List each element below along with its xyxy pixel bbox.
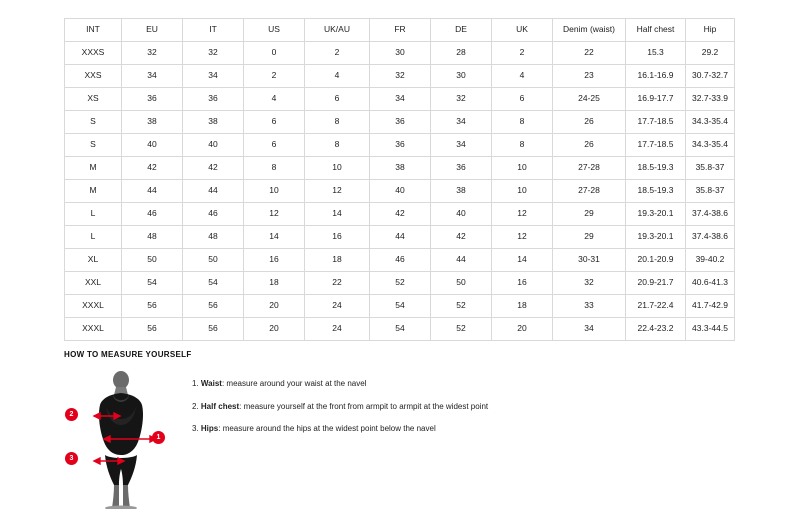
cell-uk-au: 2 <box>305 42 370 65</box>
cell-de: 44 <box>431 249 492 272</box>
cell-half-chest: 17.7-18.5 <box>626 134 686 157</box>
cell-fr: 40 <box>370 180 431 203</box>
cell-de: 40 <box>431 203 492 226</box>
cell-half-chest: 16.1-16.9 <box>626 65 686 88</box>
cell-eu: 56 <box>122 318 183 341</box>
badge-waist: 1 <box>152 431 165 444</box>
measurement-notes <box>192 369 488 447</box>
cell-eu: 38 <box>122 111 183 134</box>
note-number: 3. <box>192 424 199 434</box>
cell-de: 36 <box>431 157 492 180</box>
table-row <box>65 88 735 111</box>
cell-de: 32 <box>431 88 492 111</box>
cell-de: 34 <box>431 111 492 134</box>
cell-us: 16 <box>244 249 305 272</box>
cell-uk: 12 <box>492 226 553 249</box>
table-row <box>65 203 735 226</box>
cell-it: 48 <box>183 226 244 249</box>
note-waist <box>192 379 488 389</box>
cell-hip: 37.4-38.6 <box>686 226 735 249</box>
column-header-uk: UK <box>492 19 553 42</box>
cell-de: 38 <box>431 180 492 203</box>
cell-uk: 2 <box>492 42 553 65</box>
cell-de: 42 <box>431 226 492 249</box>
cell-denim-waist: 23 <box>553 65 626 88</box>
cell-uk-au: 14 <box>305 203 370 226</box>
column-header-denim-waist: Denim (waist) <box>553 19 626 42</box>
cell-eu: 54 <box>122 272 183 295</box>
cell-us: 20 <box>244 318 305 341</box>
note-number: 2. <box>192 401 199 411</box>
badge-half-chest: 2 <box>65 408 78 421</box>
cell-uk-au: 12 <box>305 180 370 203</box>
cell-us: 8 <box>244 157 305 180</box>
cell-uk-au: 16 <box>305 226 370 249</box>
note-number: 1. <box>192 379 199 388</box>
cell-int: XXL <box>65 272 122 295</box>
cell-denim-waist: 30-31 <box>553 249 626 272</box>
cell-uk-au: 18 <box>305 249 370 272</box>
cell-de: 28 <box>431 42 492 65</box>
table-row <box>65 249 735 272</box>
cell-it: 42 <box>183 157 244 180</box>
cell-eu: 46 <box>122 203 183 226</box>
cell-denim-waist: 29 <box>553 226 626 249</box>
note-text: : measure around your waist at the navel <box>221 379 367 388</box>
cell-half-chest: 19.3-20.1 <box>626 226 686 249</box>
note-text: : measure yourself at the front from armpit to armpit at the widest point <box>239 401 489 411</box>
column-header-hip: Hip <box>686 19 735 42</box>
cell-hip: 29.2 <box>686 42 735 65</box>
cell-us: 0 <box>244 42 305 65</box>
cell-uk: 10 <box>492 157 553 180</box>
cell-uk: 12 <box>492 203 553 226</box>
cell-uk-au: 24 <box>305 295 370 318</box>
cell-it: 38 <box>183 111 244 134</box>
cell-denim-waist: 34 <box>553 318 626 341</box>
measurement-figure <box>64 369 184 509</box>
cell-fr: 54 <box>370 318 431 341</box>
cell-fr: 32 <box>370 65 431 88</box>
cell-uk: 14 <box>492 249 553 272</box>
cell-it: 46 <box>183 203 244 226</box>
cell-uk-au: 8 <box>305 111 370 134</box>
table-row <box>65 65 735 88</box>
cell-hip: 37.4-38.6 <box>686 203 735 226</box>
cell-int: L <box>65 226 122 249</box>
cell-denim-waist: 22 <box>553 42 626 65</box>
cell-denim-waist: 29 <box>553 203 626 226</box>
cell-de: 30 <box>431 65 492 88</box>
cell-it: 40 <box>183 134 244 157</box>
cell-it: 44 <box>183 180 244 203</box>
cell-int: M <box>65 180 122 203</box>
cell-uk-au: 8 <box>305 134 370 157</box>
cell-half-chest: 15.3 <box>626 42 686 65</box>
cell-hip: 30.7-32.7 <box>686 65 735 88</box>
cell-denim-waist: 24-25 <box>553 88 626 111</box>
cell-us: 4 <box>244 88 305 111</box>
table-row <box>65 272 735 295</box>
column-header-it: IT <box>183 19 244 42</box>
cell-us: 14 <box>244 226 305 249</box>
cell-eu: 42 <box>122 157 183 180</box>
cell-us: 12 <box>244 203 305 226</box>
cell-hip: 40.6-41.3 <box>686 272 735 295</box>
note-text: : measure around the hips at the widest point below the navel <box>218 424 436 434</box>
cell-eu: 56 <box>122 295 183 318</box>
cell-it: 34 <box>183 65 244 88</box>
cell-half-chest: 20.1-20.9 <box>626 249 686 272</box>
cell-half-chest: 22.4-23.2 <box>626 318 686 341</box>
table-row <box>65 318 735 341</box>
how-to-measure-title: HOW TO MEASURE YOURSELF <box>64 350 192 359</box>
cell-it: 50 <box>183 249 244 272</box>
mannequin-illustration <box>86 371 156 509</box>
column-header-eu: EU <box>122 19 183 42</box>
cell-denim-waist: 27-28 <box>553 157 626 180</box>
cell-uk: 20 <box>492 318 553 341</box>
cell-us: 20 <box>244 295 305 318</box>
cell-half-chest: 16.9-17.7 <box>626 88 686 111</box>
cell-int: S <box>65 111 122 134</box>
column-header-fr: FR <box>370 19 431 42</box>
column-header-int: INT <box>65 19 122 42</box>
cell-eu: 34 <box>122 65 183 88</box>
cell-denim-waist: 27-28 <box>553 180 626 203</box>
cell-denim-waist: 33 <box>553 295 626 318</box>
cell-it: 56 <box>183 318 244 341</box>
cell-denim-waist: 32 <box>553 272 626 295</box>
cell-eu: 48 <box>122 226 183 249</box>
table-row <box>65 111 735 134</box>
cell-int: M <box>65 157 122 180</box>
column-header-us: US <box>244 19 305 42</box>
column-header-de: DE <box>431 19 492 42</box>
cell-it: 54 <box>183 272 244 295</box>
cell-fr: 42 <box>370 203 431 226</box>
cell-half-chest: 19.3-20.1 <box>626 203 686 226</box>
cell-int: XXXL <box>65 295 122 318</box>
cell-int: XS <box>65 88 122 111</box>
cell-fr: 52 <box>370 272 431 295</box>
cell-it: 36 <box>183 88 244 111</box>
cell-eu: 50 <box>122 249 183 272</box>
cell-fr: 38 <box>370 157 431 180</box>
size-chart-table <box>64 18 735 341</box>
cell-fr: 36 <box>370 111 431 134</box>
cell-de: 52 <box>431 318 492 341</box>
cell-uk-au: 24 <box>305 318 370 341</box>
size-chart-container <box>64 18 734 341</box>
cell-de: 50 <box>431 272 492 295</box>
cell-int: XXXL <box>65 318 122 341</box>
note-half-chest <box>192 402 488 412</box>
cell-hip: 41.7-42.9 <box>686 295 735 318</box>
cell-int: S <box>65 134 122 157</box>
cell-int: XXS <box>65 65 122 88</box>
cell-half-chest: 21.7-22.4 <box>626 295 686 318</box>
cell-half-chest: 18.5-19.3 <box>626 157 686 180</box>
table-header <box>65 19 735 42</box>
cell-hip: 34.3-35.4 <box>686 111 735 134</box>
cell-hip: 34.3-35.4 <box>686 134 735 157</box>
cell-hip: 39-40.2 <box>686 249 735 272</box>
cell-hip: 35.8-37 <box>686 180 735 203</box>
cell-fr: 30 <box>370 42 431 65</box>
cell-half-chest: 17.7-18.5 <box>626 111 686 134</box>
cell-int: L <box>65 203 122 226</box>
cell-hip: 35.8-37 <box>686 157 735 180</box>
cell-denim-waist: 26 <box>553 134 626 157</box>
cell-de: 34 <box>431 134 492 157</box>
note-term: Hips <box>200 424 219 434</box>
table-body <box>65 42 735 341</box>
cell-uk: 18 <box>492 295 553 318</box>
cell-it: 56 <box>183 295 244 318</box>
cell-fr: 36 <box>370 134 431 157</box>
column-header-half-chest: Half chest <box>626 19 686 42</box>
cell-us: 2 <box>244 65 305 88</box>
cell-uk-au: 22 <box>305 272 370 295</box>
cell-fr: 54 <box>370 295 431 318</box>
cell-uk: 8 <box>492 111 553 134</box>
table-row <box>65 226 735 249</box>
cell-uk: 16 <box>492 272 553 295</box>
badge-hips: 3 <box>65 452 78 465</box>
cell-int: XXXS <box>65 42 122 65</box>
cell-hip: 43.3-44.5 <box>686 318 735 341</box>
note-term: Half chest <box>200 401 240 411</box>
cell-uk-au: 4 <box>305 65 370 88</box>
how-to-measure-body <box>64 369 734 509</box>
note-hips <box>192 424 488 434</box>
table-row <box>65 295 735 318</box>
cell-uk: 6 <box>492 88 553 111</box>
note-term: Waist <box>200 379 222 388</box>
table-row <box>65 134 735 157</box>
cell-uk-au: 10 <box>305 157 370 180</box>
cell-fr: 44 <box>370 226 431 249</box>
cell-uk: 8 <box>492 134 553 157</box>
cell-eu: 44 <box>122 180 183 203</box>
cell-fr: 46 <box>370 249 431 272</box>
cell-us: 18 <box>244 272 305 295</box>
cell-de: 52 <box>431 295 492 318</box>
table-row <box>65 180 735 203</box>
cell-eu: 36 <box>122 88 183 111</box>
cell-eu: 32 <box>122 42 183 65</box>
cell-half-chest: 20.9-21.7 <box>626 272 686 295</box>
cell-us: 10 <box>244 180 305 203</box>
cell-half-chest: 18.5-19.3 <box>626 180 686 203</box>
cell-uk: 10 <box>492 180 553 203</box>
cell-denim-waist: 26 <box>553 111 626 134</box>
cell-uk-au: 6 <box>305 88 370 111</box>
cell-hip: 32.7-33.9 <box>686 88 735 111</box>
cell-us: 6 <box>244 111 305 134</box>
cell-int: XL <box>65 249 122 272</box>
cell-it: 32 <box>183 42 244 65</box>
how-to-measure-section <box>64 350 734 509</box>
column-header-uk-au: UK/AU <box>305 19 370 42</box>
table-row <box>65 157 735 180</box>
cell-us: 6 <box>244 134 305 157</box>
table-header-row <box>65 19 735 42</box>
table-row <box>65 42 735 65</box>
cell-uk: 4 <box>492 65 553 88</box>
cell-fr: 34 <box>370 88 431 111</box>
cell-eu: 40 <box>122 134 183 157</box>
